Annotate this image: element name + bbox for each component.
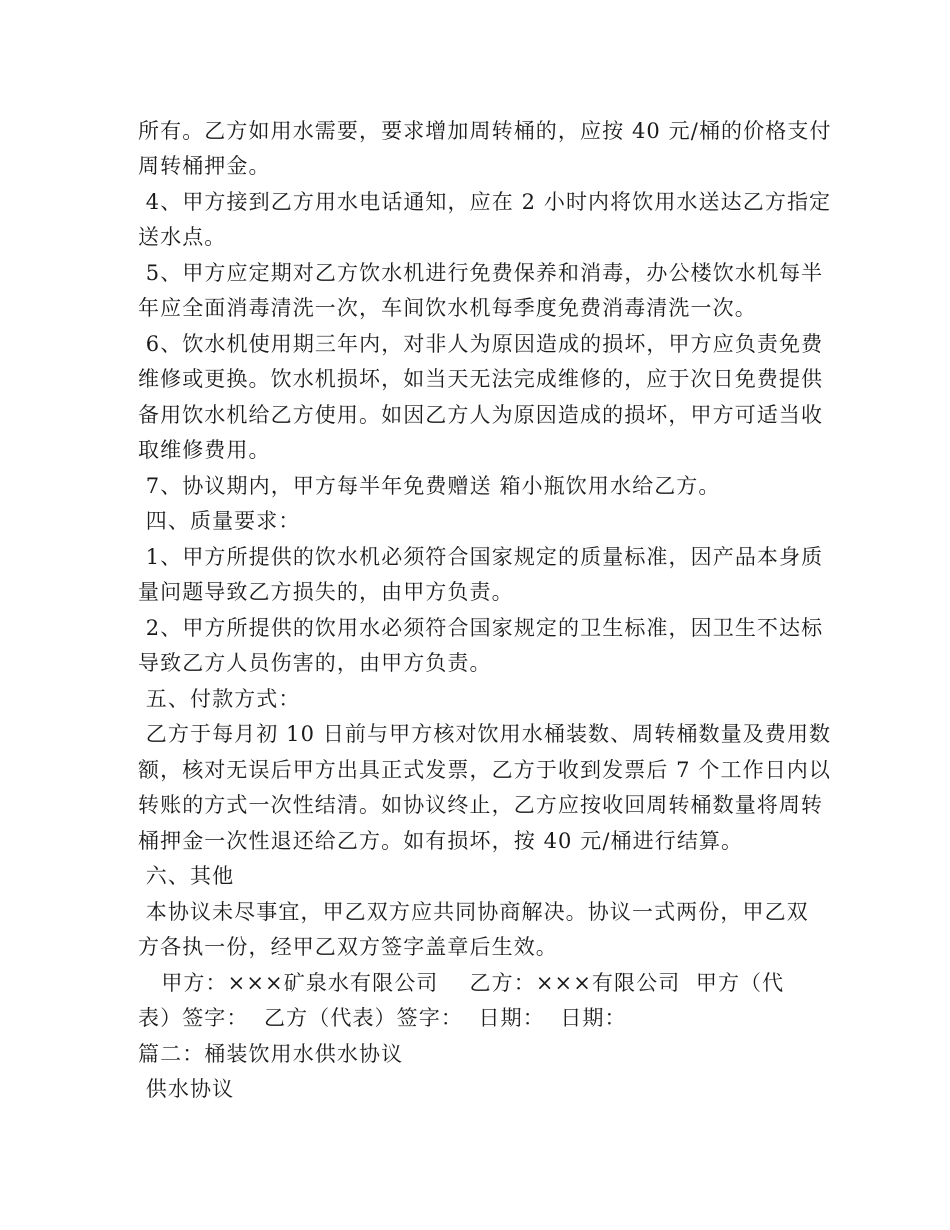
text-line: 送水点。 (138, 225, 227, 249)
text-line: 取维修费用。 (138, 438, 271, 462)
text-line: 量问题导致乙方损失的，由甲方负责。 (138, 580, 514, 604)
signature-line: 甲方：×××矿泉水有限公司 乙方：×××有限公司 甲方（代 (138, 971, 785, 995)
text-line: 本协议未尽事宜，甲乙双方应共同协商解决。协议一式两份，甲乙双 (138, 900, 809, 924)
section-heading: 五、付款方式： (138, 687, 301, 711)
signature-line: 表）签字： 乙方（代表）签字： 日期： 日期： (138, 1006, 627, 1030)
text-line: 7、协议期内，甲方每半年免费赠送 箱小瓶饮用水给乙方。 (138, 474, 721, 498)
text-line: 6、饮水机使用期三年内，对非人为原因造成的损坏，甲方应负责免费 (138, 332, 824, 356)
section-heading: 四、质量要求： (138, 509, 301, 533)
text-line: 周转桶押金。 (138, 154, 271, 178)
text-line: 方各执一份，经甲乙双方签字盖章后生效。 (138, 935, 558, 959)
text-line: 维修或更换。饮水机损坏，如当天无法完成维修的，应于次日免费提供 (138, 367, 824, 391)
text-line: 所有。乙方如用水需要，要求增加周转桶的，应按 40 元/桶的价格支付 (138, 119, 832, 143)
text-line: 乙方于每月初 10 日前与甲方核对饮用水桶装数、周转桶数量及费用数 (138, 722, 832, 746)
text-line: 4、甲方接到乙方用水电话通知，应在 2 小时内将饮用水送达乙方指定 (138, 190, 832, 214)
text-line: 转账的方式一次性结清。如协议终止，乙方应按收回周转桶数量将周转 (138, 793, 824, 817)
text-line: 桶押金一次性退还给乙方。如有损坏，按 40 元/桶进行结算。 (138, 829, 744, 853)
agreement-title: 供水协议 (138, 1077, 235, 1101)
text-line: 备用饮水机给乙方使用。如因乙方人为原因造成的损坏，甲方可适当收 (138, 403, 824, 427)
text-line: 1、甲方所提供的饮水机必须符合国家规定的质量标准，因产品本身质 (138, 545, 824, 569)
text-line: 额，核对无误后甲方出具正式发票，乙方于收到发票后 7 个工作日内以 (138, 758, 832, 782)
text-line: 2、甲方所提供的饮用水必须符合国家规定的卫生标准，因卫生不达标 (138, 616, 824, 640)
text-line: 5、甲方应定期对乙方饮水机进行免费保养和消毒，办公楼饮水机每半 (138, 261, 824, 285)
text-line: 导致乙方人员伤害的，由甲方负责。 (138, 651, 492, 675)
chapter-title: 篇二：桶装饮用水供水协议 (138, 1042, 404, 1066)
text-line: 年应全面消毒清洗一次，车间饮水机每季度免费消毒清洗一次。 (138, 296, 757, 320)
section-heading: 六、其他 (138, 864, 235, 888)
